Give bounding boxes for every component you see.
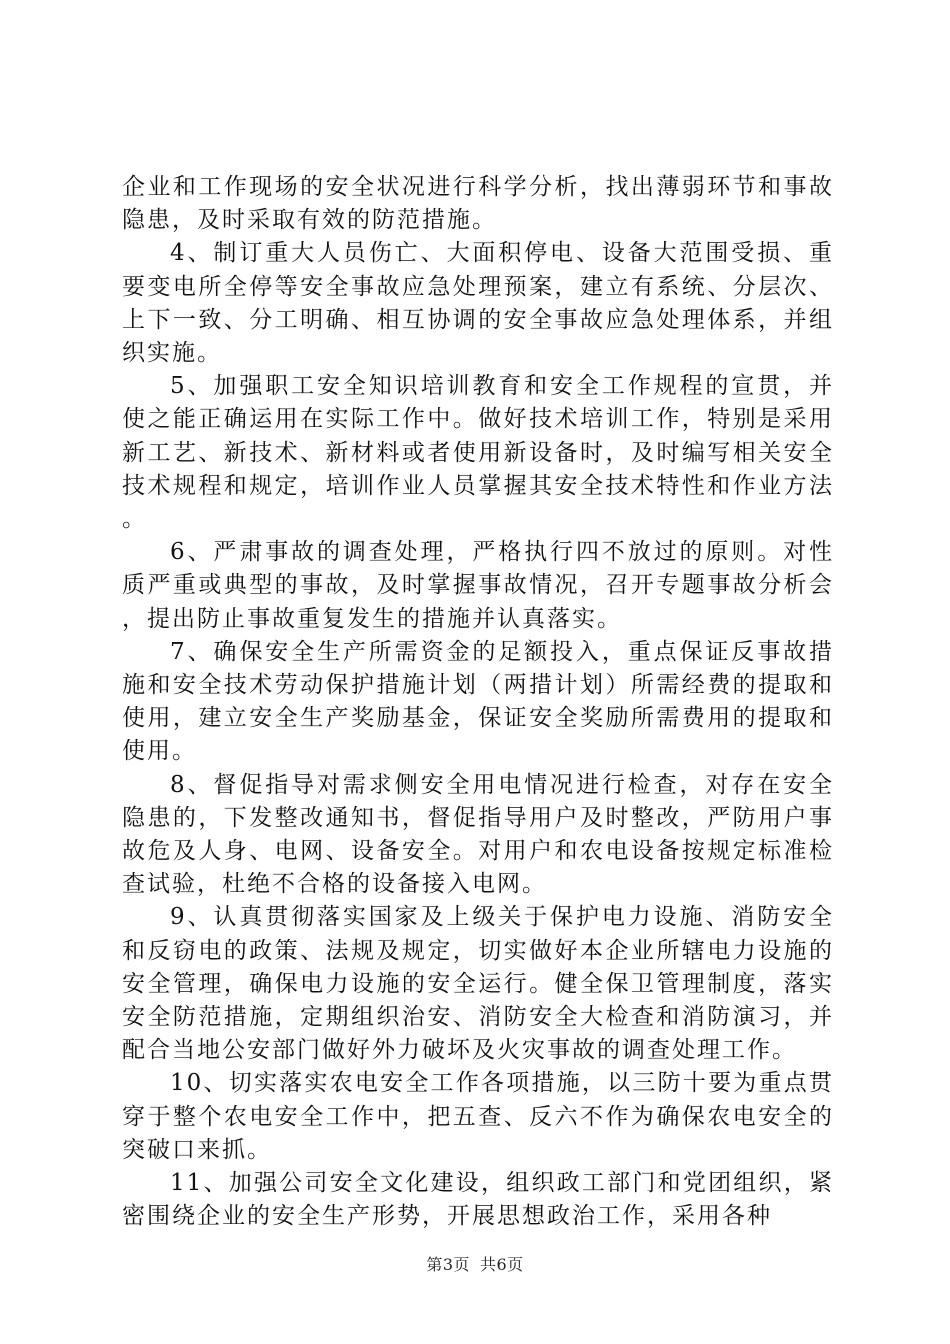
paragraph-item-7: 7、确保安全生产所需资金的足额投入，重点保证反事故措施和安全技术劳动保护措施计划（两措计划）所需经费的提取和使用，建立安全生产奖励基金，保证安全奖励所需费用的提取和使用。 [122, 638, 834, 765]
document-body [122, 171, 834, 1234]
paragraph-item-10: 10、切实落实农电安全工作各项措施，以三防十要为重点贯穿于整个农电安全工作中，把五查、反六不作为确保农电安全的突破口来抓。 [122, 1070, 834, 1163]
paragraph-item-9: 9、认真贯彻落实国家及上级关于保护电力设施、消防安全和反窃电的政策、法规及规定，切实做好本企业所辖电力设施的安全管理，确保电力设施的安全运行。健全保卫管理制度，落实安全防范措施，定期组织治安、消防安全大检查和消防演习，并配合当地公安部门做好外力破坏及火灾事故的调查处理工作。 [122, 904, 834, 1064]
page-total: 共6页 [480, 1255, 524, 1274]
paragraph-item-11: 11、加强公司安全文化建设，组织政工部门和党团组织，紧密围绕企业的安全生产形势，开展思想政治工作，采用各种 [122, 1170, 834, 1230]
paragraph-item-5: 5、加强职工安全知识培训教育和安全工作规程的宣贯，并使之能正确运用在实际工作中。做好技术培训工作，特别是采用新工艺、新技术、新材料或者使用新设备时，及时编写相关安全技术规程和规定，培训作业人员掌握其安全技术特性和作业方法。 [122, 373, 834, 533]
paragraph-0: 企业和工作现场的安全状况进行科学分析，找出薄弱环节和事故隐患，及时采取有效的防范措施。 [122, 174, 834, 234]
paragraph-item-8: 8、督促指导对需求侧安全用电情况进行检查，对存在安全隐患的，下发整改通知书，督促指导用户及时整改，严防用户事故危及人身、电网、设备安全。对用户和农电设备按规定标准检查试验，杜绝不合格的设备接入电网。 [122, 771, 834, 898]
paragraph-item-4: 4、制订重大人员伤亡、大面积停电、设备大范围受损、重要变电所全停等安全事故应急处理预案，建立有系统、分层次、上下一致、分工明确、相互协调的安全事故应急处理体系，并组织实施。 [122, 240, 834, 367]
page-footer [0, 1252, 950, 1275]
page-number: 第3页 [426, 1255, 470, 1274]
paragraph-item-6: 6、严肃事故的调查处理，严格执行四不放过的原则。对性质严重或典型的事故，及时掌握事故情况，召开专题事故分析会，提出防止事故重复发生的措施并认真落实。 [122, 539, 834, 632]
